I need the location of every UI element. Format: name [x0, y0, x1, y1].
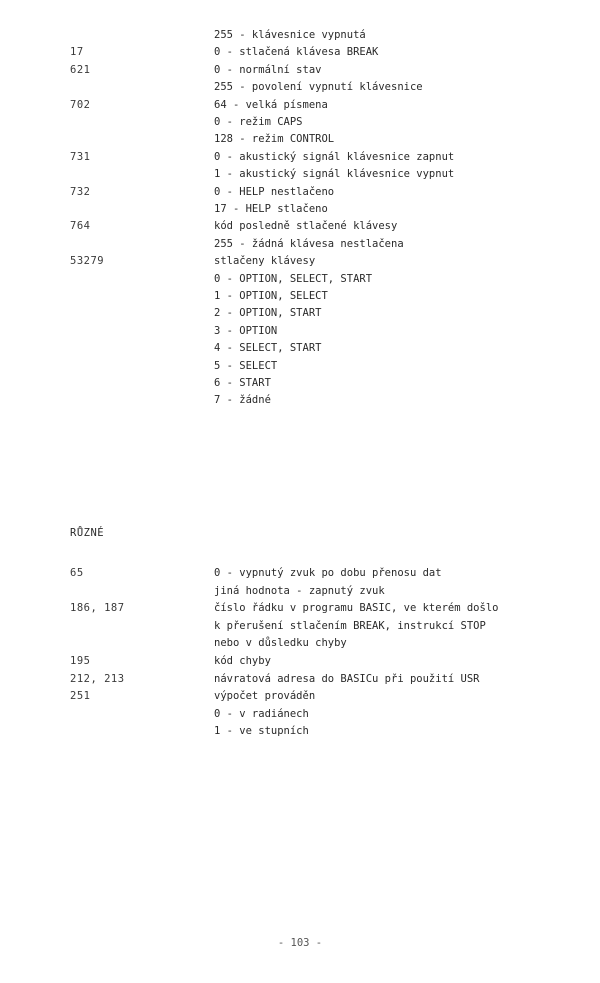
table-row — [0, 44, 600, 60]
value-description: návratová adresa do BASICu při použití USR — [214, 672, 480, 685]
memory-address: 17 — [70, 46, 84, 59]
table-row — [0, 253, 600, 269]
value-description: 0 - režim CAPS — [214, 116, 303, 128]
table-row — [0, 340, 600, 356]
table-row — [0, 688, 600, 704]
table-row — [0, 131, 600, 147]
value-description: 5 - SELECT — [214, 359, 278, 372]
table-row — [0, 323, 600, 339]
memory-address: 186, 187 — [70, 602, 125, 615]
table-row — [0, 97, 600, 113]
memory-address: 65 — [70, 567, 84, 579]
table-row — [0, 184, 600, 200]
value-description: 1 - akustický signál klávesnice vypnut — [214, 168, 455, 181]
value-description: 0 - HELP nestlačeno — [214, 185, 335, 198]
table-row — [0, 358, 600, 374]
value-description: stlačeny klávesy — [214, 255, 316, 268]
value-description: 6 - START — [214, 377, 271, 389]
memory-address: 212, 213 — [70, 672, 125, 685]
value-description: 7 - žádné — [214, 394, 271, 407]
section-heading-ruzne: RŮZNÉ — [70, 527, 105, 539]
value-description: 0 - stlačená klávesa BREAK — [214, 46, 379, 59]
value-description: 255 - klávesnice vypnutá — [214, 29, 366, 41]
value-description: 3 - OPTION — [214, 324, 278, 337]
page-number: - 103 - — [277, 937, 323, 949]
value-description: 255 - žádná klávesa nestlačena — [214, 237, 404, 250]
memory-address: 731 — [70, 150, 91, 163]
table-row — [0, 375, 600, 391]
table-row — [0, 392, 600, 408]
value-description: jiná hodnota - zapnutý zvuk — [214, 584, 385, 597]
table-row — [0, 618, 600, 634]
table-row — [0, 27, 600, 43]
table-row — [0, 288, 600, 304]
value-description: 0 - v radiánech — [214, 707, 309, 720]
table-row — [0, 236, 600, 252]
value-description: 0 - normální stav — [214, 63, 322, 76]
table-row — [0, 706, 600, 722]
table-row — [0, 271, 600, 287]
table-row — [0, 600, 600, 616]
value-description: 0 - OPTION, SELECT, START — [214, 272, 373, 285]
memory-address: 53279 — [70, 255, 105, 268]
value-description: 1 - ve stupních — [214, 725, 309, 738]
value-description: výpočet prováděn — [214, 690, 316, 703]
value-description: 1 - OPTION, SELECT — [214, 290, 328, 302]
table-row — [0, 218, 600, 234]
memory-address: 732 — [70, 185, 91, 198]
value-description: kód chyby — [214, 655, 271, 667]
memory-address: 702 — [70, 98, 91, 111]
table-row — [0, 79, 600, 95]
value-description: nebo v důsledku chyby — [214, 637, 347, 650]
value-description: 17 - HELP stlačeno — [214, 203, 328, 215]
value-description: kód posledně stlačené klávesy — [214, 220, 398, 233]
value-description: 255 - povolení vypnutí klávesnice — [214, 81, 423, 94]
value-description: k přerušení stlačením BREAK, instrukcí STOP — [214, 619, 486, 632]
memory-address: 621 — [70, 63, 91, 76]
table-row — [0, 305, 600, 321]
value-description: 2 - OPTION, START — [214, 307, 322, 320]
memory-address: 251 — [70, 690, 91, 703]
table-row — [0, 671, 600, 687]
table-row — [0, 201, 600, 217]
table-row — [0, 653, 600, 669]
value-description: 0 - akustický signál klávesnice zapnut — [214, 150, 455, 163]
table-row — [0, 723, 600, 739]
table-row — [0, 149, 600, 165]
memory-address: 195 — [70, 655, 91, 667]
value-description: 128 - režim CONTROL — [214, 133, 335, 146]
table-row — [0, 62, 600, 78]
table-row — [0, 565, 600, 581]
value-description: 4 - SELECT, START — [214, 342, 322, 355]
table-row — [0, 166, 600, 182]
table-row — [0, 114, 600, 130]
value-description: 0 - vypnutý zvuk po dobu přenosu dat — [214, 567, 442, 579]
value-description: číslo řádku v programu BASIC, ve kterém došlo — [214, 602, 499, 615]
table-row — [0, 583, 600, 599]
memory-address: 764 — [70, 220, 91, 233]
table-row — [0, 635, 600, 651]
value-description: 64 - velká písmena — [214, 98, 328, 111]
